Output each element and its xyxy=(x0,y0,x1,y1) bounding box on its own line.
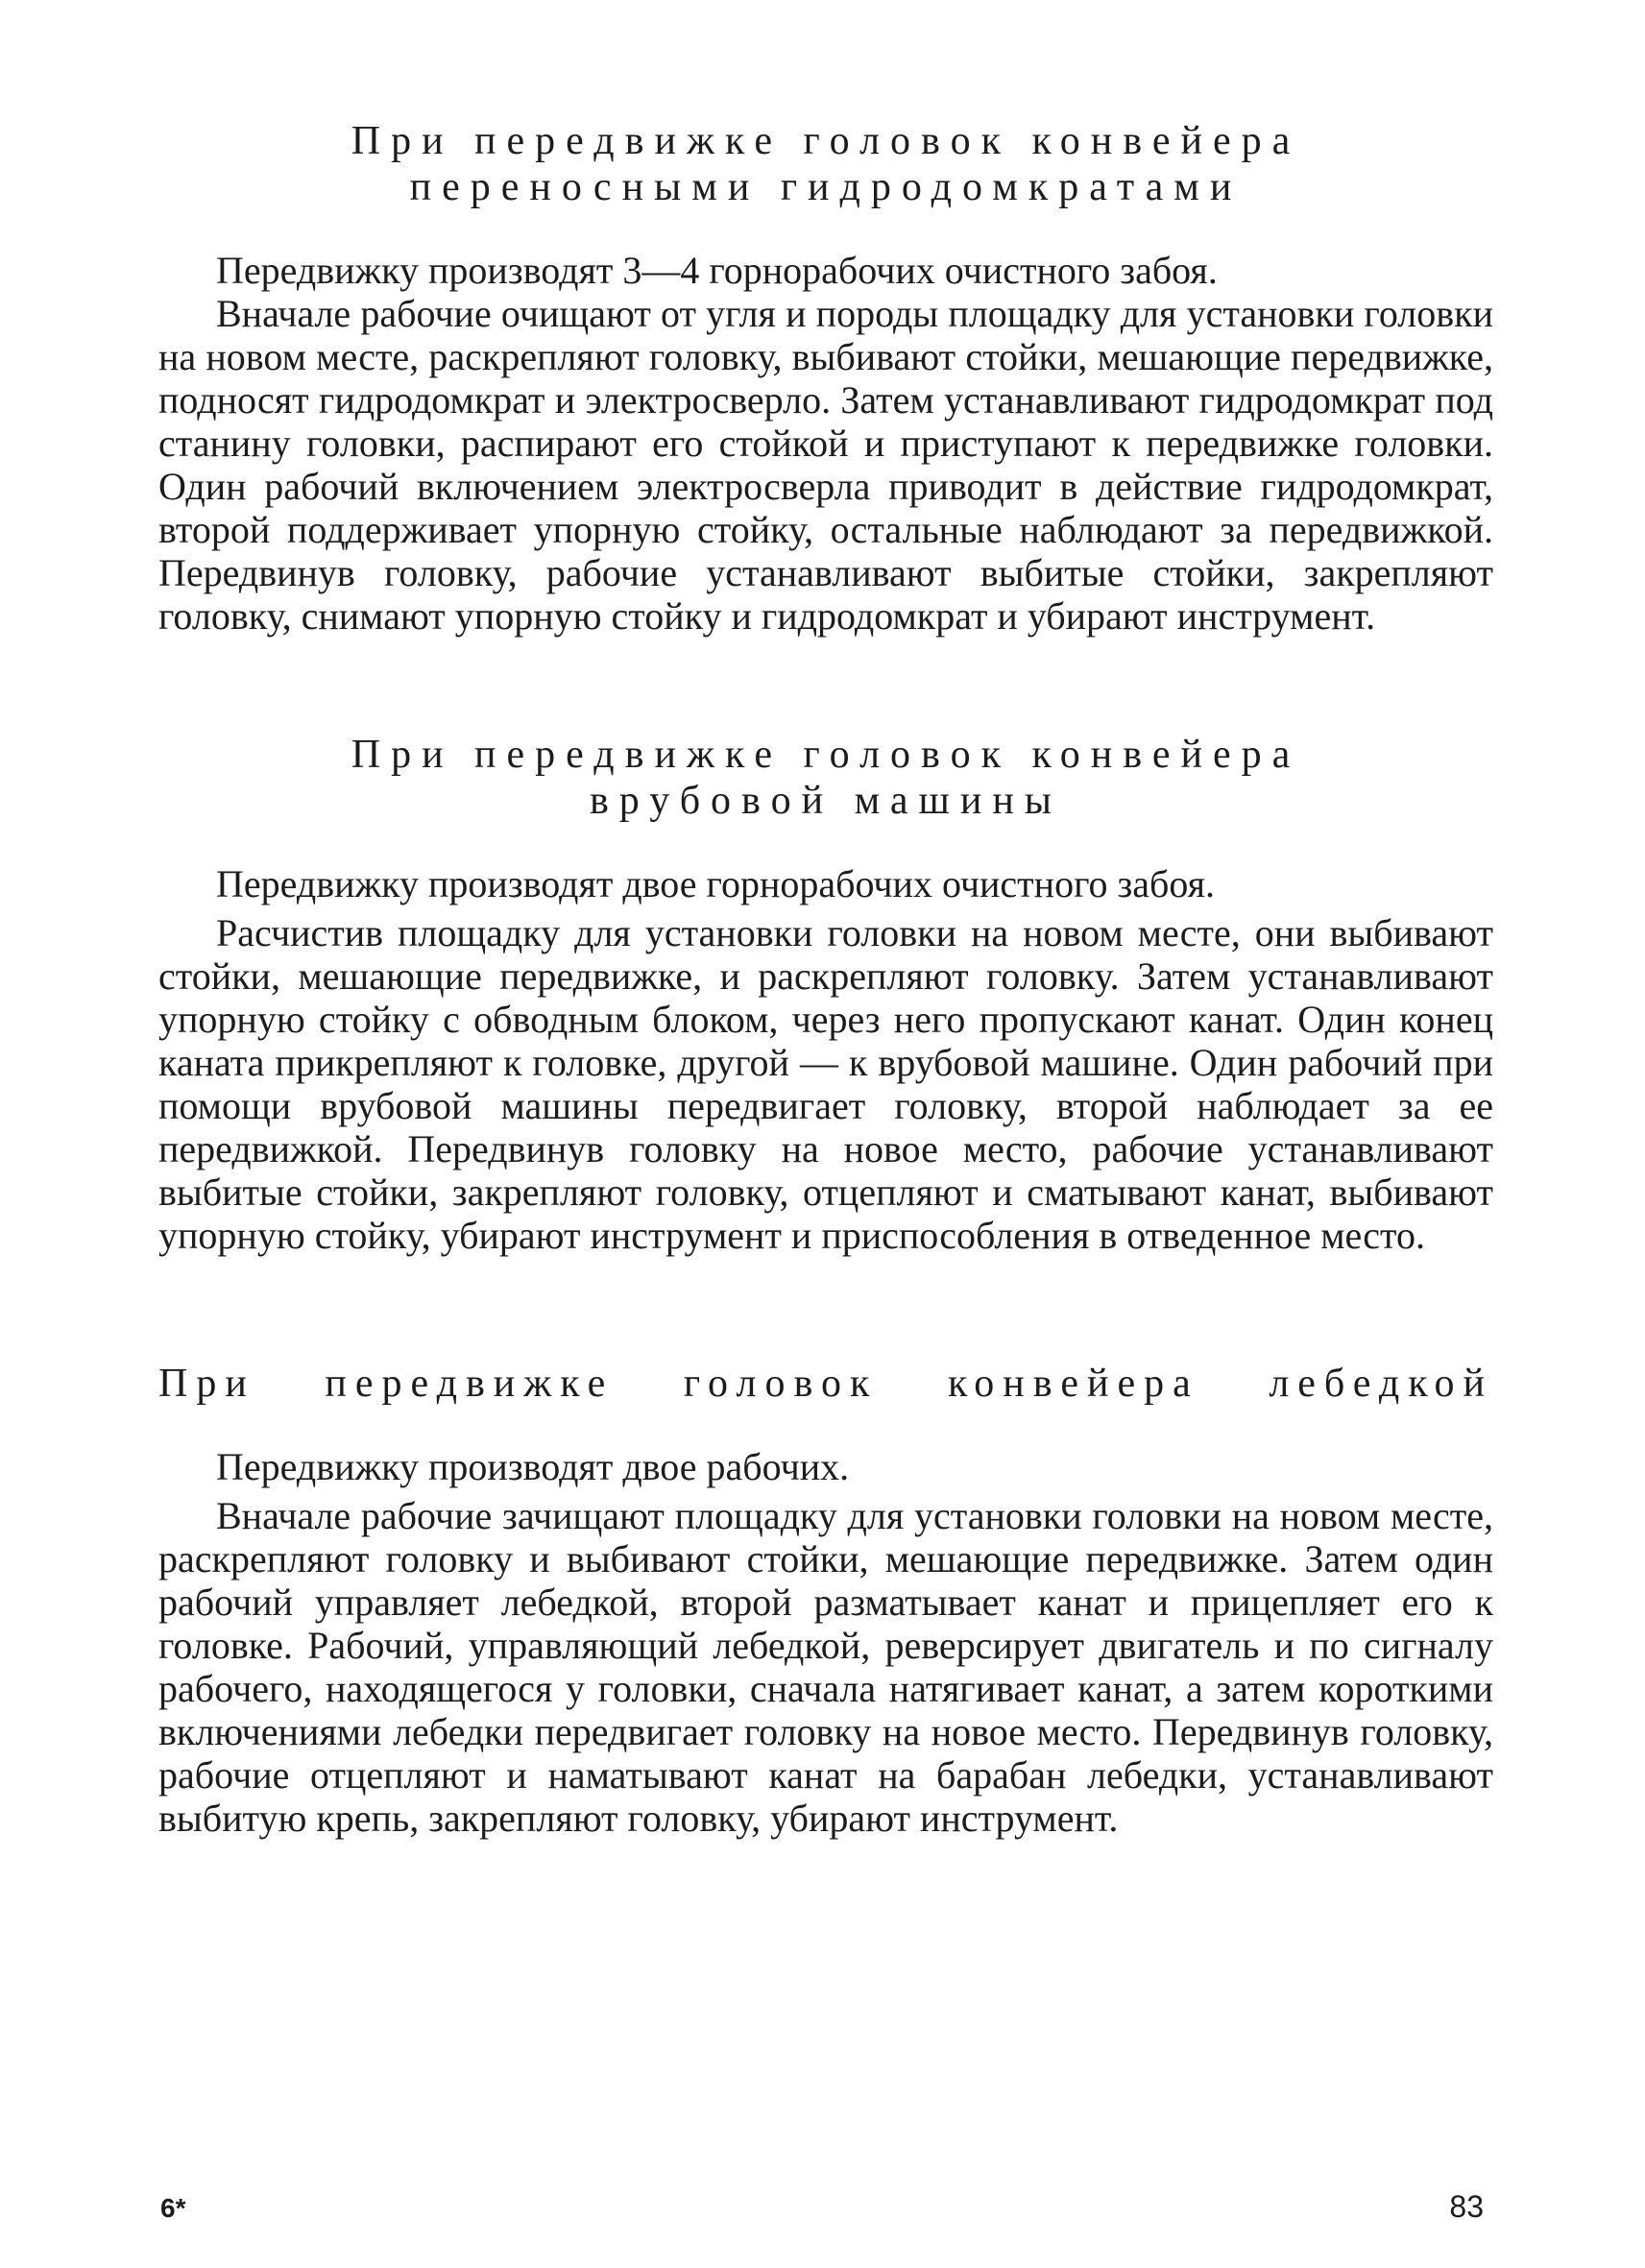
section-3-heading-word: лебедкой xyxy=(1269,1362,1493,1406)
signature-mark: 6* xyxy=(160,2193,186,2223)
section-1-heading xyxy=(158,118,1493,210)
section-1-paragraph-2: Вначале рабочие очищают от угля и породы площадку для установки головки на новом месте, раскрепляют головку, выбивают стойки, мешающие передвижке, подносят гидродомкрат и электросверло. Затем устанавливают гидродомкрат под станину головки, распирают его стойкой и приступают к передвижке головки. Один рабочий включением электросверла приводит в действие гидродомкрат, второй поддерживает упорную стойку, остальные наблюдают за передвижкой. Передвинув головку, рабочие устанавливают выбитые стойки, закрепляют головку, снимают упорную стойку и гидродомкрат и убирают инструмент. xyxy=(158,292,1493,638)
section-1-heading-line-2: переносными гидродомкратами xyxy=(409,165,1243,209)
page-number: 83 xyxy=(1449,2189,1484,2224)
section-3-heading xyxy=(158,1361,1493,1407)
section-2-heading-line-2: врубовой машины xyxy=(589,779,1063,823)
section-3-heading-word: При xyxy=(158,1362,255,1406)
section-3-heading-word: конвейера xyxy=(948,1362,1199,1406)
section-3-heading-word: головок xyxy=(683,1362,879,1406)
book-page xyxy=(158,110,1493,2252)
section-2-heading xyxy=(158,732,1493,824)
section-3-heading-word: передвижке xyxy=(325,1362,615,1406)
section-2-heading-line-1: При передвижке головок конвейера xyxy=(351,733,1301,777)
section-2-paragraph-2: Расчистив площадку для установки головки на новом месте, они выбивают стойки, мешающие передвижке, и раскрепляют головку. Затем устанавливают упорную стойку с обводным блоком, через него пропускают канат. Один конец каната прикрепляют к головке, другой — к врубовой машине. Один рабочий при помощи врубовой машины передвигает головку, второй наблюдает за ее передвижкой. Передвинув головку на новое место, рабочие устанавливают выбитые стойки, закрепляют головку, отцепляют и сматывают канат, выбивают упорную стойку, убирают инструмент и приспособления в отведенное место. xyxy=(158,911,1493,1257)
section-3-paragraph-2: Вначале рабочие зачищают площадку для установки головки на новом месте, раскрепляют головку и выбивают стойки, мешающие передвижке. Затем один рабочий управляет лебедкой, второй разматывает канат и прицепляет его к головке. Рабочий, управляющий лебедкой, реверсирует двигатель и по сигналу рабочего, находящегося у головки, сначала натягивает канат, а затем короткими включениями лебедки передвигает головку на новое место. Передвинув головку, рабочие отцепляют и наматывают канат на барабан лебедки, устанавливают выбитую крепь, закрепляют головку, убирают инструмент. xyxy=(158,1494,1493,1840)
section-1-heading-line-1: При передвижке головок конвейера xyxy=(351,119,1301,163)
section-1-paragraph-1: Передвижку производят 3—4 горнорабочих очистного забоя. xyxy=(216,249,1218,292)
section-3-paragraph-1: Передвижку производят двое рабочих. xyxy=(216,1445,850,1488)
section-2-paragraph-1: Передвижку производят двое горнорабочих очистного забоя. xyxy=(216,862,1216,905)
